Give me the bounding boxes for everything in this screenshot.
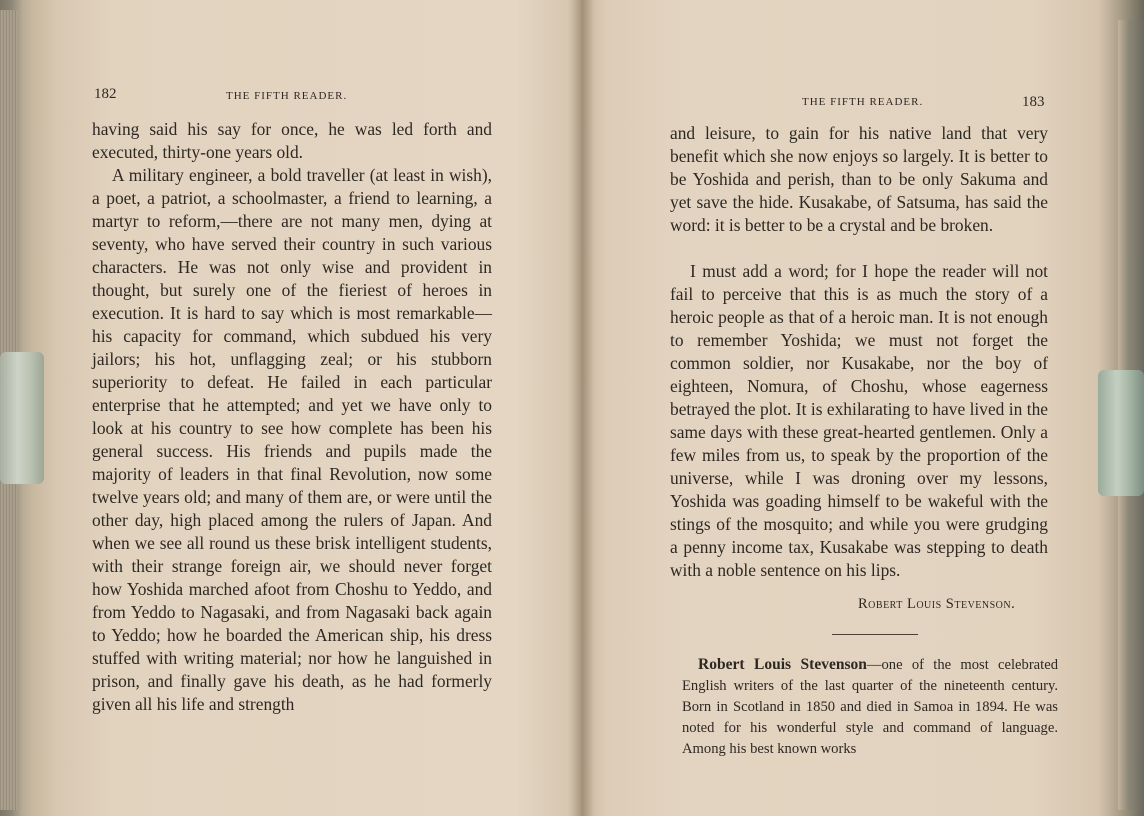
page-clip-right (1098, 370, 1144, 496)
page-number-right: 183 (1022, 94, 1045, 110)
page-clip-left (0, 352, 44, 484)
left-page (18, 0, 570, 816)
running-head-left: THE FIFTH READER. (226, 90, 348, 102)
author-name: Robert Louis Stevenson (698, 656, 867, 673)
author-signature: Robert Louis Stevenson. (858, 596, 1016, 612)
page-number-left: 182 (94, 86, 117, 102)
author-biography-text: —one of the most celebrated English writers of the last quarter of the nineteenth century. Born in Scotland in 1850 and died in Samoa in 1894. He was noted for his wonderful style and command of language. Among his best known works (682, 657, 1058, 757)
divider-rule (832, 634, 918, 635)
author-biography-note (682, 654, 1058, 760)
right-paragraph-2: I must add a word; for I hope the reader will not fail to perceive that this is as much the story of a heroic people as that of a heroic man. It is not enough to remember Yoshida; we must not forget the common soldier, nor Kusakabe, nor the boy of eighteen, Nomura, of Choshu, whose eagerness betrayed the plot. It is exhilarating to have lived in the same days with these great-hearted gentlemen. Only a few miles from us, to speak by the proportion of the universe, while I was droning over my lessons, Yoshida was goading himself to be wakeful with the stings of the mosquito; and while you were grudging a penny income tax, Kusakabe was stepping to death with a noble sentence on his lips. (670, 261, 1048, 580)
right-paragraph-1: and leisure, to gain for his native land that very benefit which she now enjoys so largely. It is better to be Yoshida and perish, than to be only Sakuma and yet save the hide. Kusakabe, of Satsuma, has said the word: it is better to be a crystal and be broken. (670, 123, 1048, 235)
running-head-right: THE FIFTH READER. (802, 96, 924, 108)
left-paragraph-2: A military engineer, a bold traveller (at least in wish), a poet, a patriot, a schoolmaster, a friend to learning, a martyr to reform,—there are not many men, dying at seventy, who have served their country in such various characters. He was not only wise and provident in thought, but surely one of the fieriest of heroes in execution. It is hard to say which is most remarkable—his capacity for command, which subdued his very jailors; his hot, unflagging zeal; or his stubborn superiority to defeat. He failed in each particular enterprise that he attempted; and yet we have only to look at his country to see how complete has been his general success. His friends and pupils made the majority of leaders in that final Revolution, now some twelve years old; and many of them are, or were until the other day, high placed among the rulers of Japan. And when we see all round us these brisk intelligent students, with their strange foreign air, we should never forget how Yoshida marched afoot from Choshu to Yeddo, and from Yeddo to Nagasaki, and from Nagasaki back again to Yeddo; how he boarded the American ship, his dress stuffed with writing material; nor how he languished in prison, and finally gave his death, as he had formerly given all his life and strength (92, 165, 492, 714)
left-paragraph-1: having said his say for once, he was led forth and executed, thirty-one years old. (92, 119, 492, 162)
right-page (590, 0, 1120, 816)
